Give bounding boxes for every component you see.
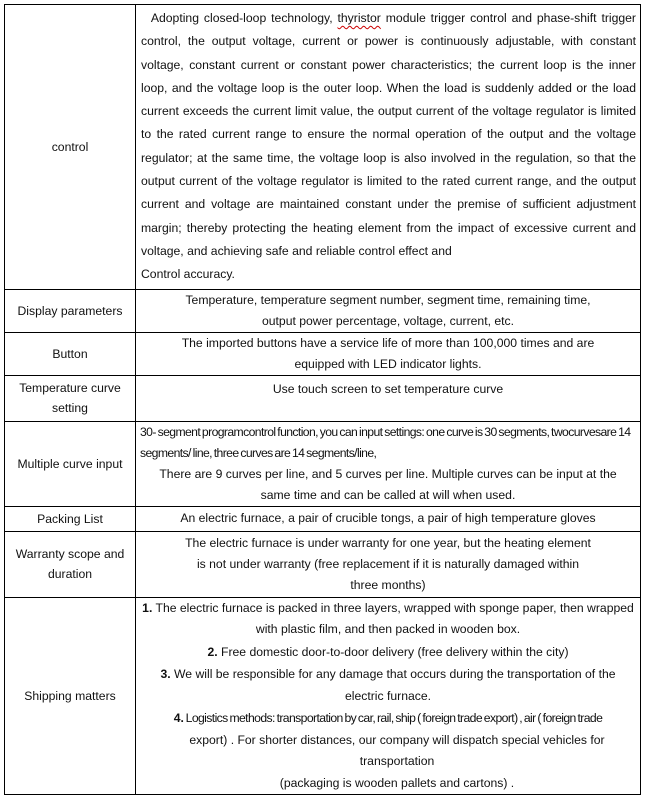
warranty-line-2: is not under warranty (free replacement if it is naturally damaged within — [196, 556, 580, 571]
multiple-curve-line-2: segments/ line, three curves are 14 segments/line, — [140, 445, 377, 460]
display-parameters-value — [136, 289, 641, 332]
table-row — [5, 506, 641, 531]
warranty-value — [136, 531, 641, 597]
table-row — [5, 5, 641, 290]
shipping-item-1: 1. The electric furnace is packed in three layers, wrapped with sponge paper, then wrapped with plastic film, and then packed in wooden box. — [142, 600, 634, 637]
shipping-value — [136, 597, 641, 795]
row-label-shipping: Shipping matters — [5, 597, 136, 795]
row-label-control: control — [5, 5, 136, 290]
display-line-1: Temperature, temperature segment number, segment time, remaining time, — [185, 292, 591, 307]
button-line-1: The imported buttons have a service life of more than 100,000 times and are — [181, 335, 595, 350]
control-text-a: Adopting closed-loop technology, — [150, 11, 338, 25]
temperature-curve-line-1: Use touch screen to set temperature curve — [272, 381, 504, 396]
row-label-warranty: Warranty scope and duration — [5, 531, 136, 597]
row-label-multiple-curve: Multiple curve input — [5, 421, 136, 506]
row-label-display: Display parameters — [5, 289, 136, 332]
table-row — [5, 375, 641, 421]
warranty-line-1: The electric furnace is under warranty for one year, but the heating element — [185, 535, 591, 550]
table-row — [5, 531, 641, 597]
row-label-packing-list: Packing List — [5, 506, 136, 531]
control-description — [136, 5, 641, 290]
row-label-button: Button — [5, 332, 136, 375]
button-value — [136, 332, 641, 375]
multiple-curve-line-3: There are 9 curves per line, and 5 curves per line. Multiple curves can be input at the — [159, 466, 617, 481]
shipping-item-2: 2. Free domestic door-to-door delivery (free delivery within the city) — [207, 644, 569, 659]
multiple-curve-value — [136, 421, 641, 506]
control-text-thyristor: thyristor — [337, 11, 381, 25]
row-label-temperature-curve: Temperature curve setting — [5, 375, 136, 421]
display-line-2: output power percentage, voltage, current, etc. — [261, 313, 515, 328]
warranty-line-3: three months) — [350, 577, 426, 592]
button-line-2: equipped with LED indicator lights. — [294, 356, 482, 371]
shipping-item-4: 4. Logistics methods: transportation by car, rail, ship ( foreign trade export) , air ( foreign trade export) . For shorter distances, our company will dispatch special vehicles for transportation (packaging is wooden pallets and cartons) . — [173, 711, 605, 790]
control-text-c: Control accuracy. — [141, 267, 235, 282]
table-row — [5, 421, 641, 506]
multiple-curve-line-4: same time and can be called at will when used. — [260, 487, 516, 502]
packing-list-line-1: An electric furnace, a pair of crucible tongs, a pair of high temperature gloves — [180, 511, 596, 526]
spec-table — [4, 4, 641, 795]
multiple-curve-line-1: 30- segment programcontrol function, you can input settings: one curve is 30 segments, twocurvesare 14 — [140, 424, 631, 439]
table-row — [5, 597, 641, 795]
shipping-item-3: 3. We will be responsible for any damage that occurs during the transportation of the electric furnace. — [160, 667, 616, 703]
control-text-b: module trigger control and phase-shift trigger control, the output voltage, current or power is continuously adjustable, with constant voltage, constant current or constant power characteristics; the current loop is the inner loop, and the voltage loop is the outer loop. When the load is suddenly added or the load current exceeds the current limit value, the output current of the voltage regulator is limited to the rated current range to ensure the normal operation of the output and the voltage regulator; at the same time, the voltage loop is also involved in the regulation, so that the output current of the voltage regulator is limited to the rated current range, and the output current and voltage are maintained constant under the premise of sufficient adjustment margin; thereby protecting the heating element from the impact of excessive current and voltage, and achieving safe and reliable control effect and — [141, 11, 636, 258]
temperature-curve-value — [136, 375, 641, 421]
table-row — [5, 332, 641, 375]
table-row — [5, 289, 641, 332]
packing-list-value — [136, 506, 641, 531]
